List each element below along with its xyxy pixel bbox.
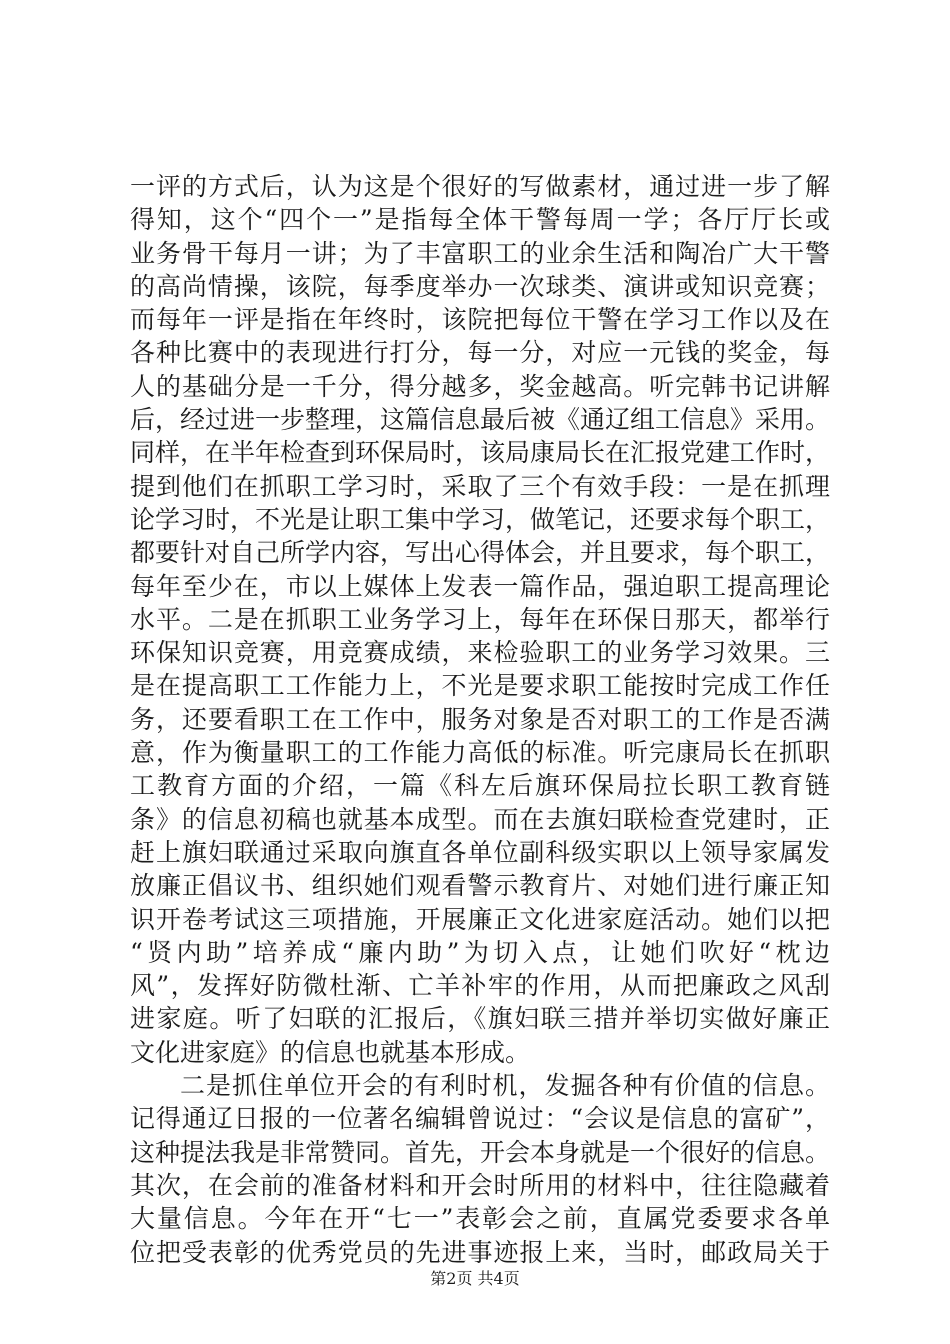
text-line: 业务骨干每月一讲；为了丰富职工的业余生活和陶冶广大干警 [130,238,830,268]
text-line: 大量信息。今年在开“七一”表彰会之前，直属党委要求各单 [130,1204,830,1234]
text-line: 各种比赛中的表现进行打分，每一分，对应一元钱的奖金，每 [130,338,830,368]
text-line: “贤内助”培养成“廉内助”为切入点，让她们吹好“枕边 [130,937,830,967]
text-line: 二是抓住单位开会的有利时机，发掘各种有价值的信息。 [180,1071,830,1101]
text-line: 得知，这个“四个一”是指每全体干警每周一学；各厅厅长或 [130,205,830,235]
text-line: 务，还要看职工在工作中，服务对象是否对职工的工作是否满 [130,704,830,734]
text-line: 环保知识竞赛，用竞赛成绩，来检验职工的业务学习效果。三 [130,638,830,668]
text-line: 风”，发挥好防微杜渐、亡羊补牢的作用，从而把廉政之风刮 [130,971,830,1001]
text-line: 水平。二是在抓职工业务学习上，每年在环保日那天，都举行 [130,604,830,634]
body-text [130,170,830,1269]
text-line: 记得通辽日报的一位著名编辑曾说过：“会议是信息的富矿”， [130,1104,830,1134]
text-line: 论学习时，不光是让职工集中学习，做笔记，还要求每个职工， [130,504,831,534]
text-line: 识开卷考试这三项措施，开展廉正文化进家庭活动。她们以把 [130,904,830,934]
text-line: 一评的方式后，认为这是个很好的写做素材，通过进一步了解 [130,172,830,201]
text-line: 是在提高职工工作能力上，不光是要求职工能按时完成工作任 [130,671,830,701]
page-footer: 第2页 共4页 [430,1269,520,1288]
text-line: 这种提法我是非常赞同。首先，开会本身就是一个很好的信息。 [130,1137,831,1167]
text-line: 都要针对自己所学内容，写出心得体会，并且要求，每个职工， [130,538,831,568]
text-line: 每年至少在，市以上媒体上发表一篇作品，强迫职工提高理论 [130,571,830,601]
text-line: 进家庭。听了妇联的汇报后，《旗妇联三措并举切实做好廉正 [130,1004,830,1034]
text-line: 位把受表彰的优秀党员的先进事迹报上来，当时，邮政局关于 [130,1237,830,1267]
text-line: 赶上旗妇联通过采取向旗直各单位副科级实职以上领导家属发 [130,837,830,867]
text-line: 提到他们在抓职工学习时，采取了三个有效手段：一是在抓理 [130,471,830,501]
text-line: 文化进家庭》的信息也就基本形成。 [130,1037,531,1067]
text-line: 放廉正倡议书、组织她们观看警示教育片、对她们进行廉正知 [130,871,830,901]
text-line: 条》的信息初稿也就基本成型。而在去旗妇联检查党建时，正 [130,804,830,834]
text-line: 其次，在会前的准备材料和开会时所用的材料中，往往隐藏着 [130,1170,830,1200]
text-line: 的高尚情操，该院，每季度举办一次球类、演讲或知识竞赛； [130,271,830,301]
text-line: 后，经过进一步整理，这篇信息最后被《通辽组工信息》采用。 [130,405,831,435]
text-line: 工教育方面的介绍，一篇《科左后旗环保局拉长职工教育链 [130,771,830,801]
text-line: 意，作为衡量职工的工作能力高低的标准。听完康局长在抓职 [130,738,830,768]
text-line: 而每年一评是指在年终时，该院把每位干警在学习工作以及在 [130,305,830,335]
text-line: 人的基础分是一千分，得分越多，奖金越高。听完韩书记讲解 [130,371,830,401]
text-line: 同样，在半年检查到环保局时，该局康局长在汇报党建工作时， [130,438,831,468]
